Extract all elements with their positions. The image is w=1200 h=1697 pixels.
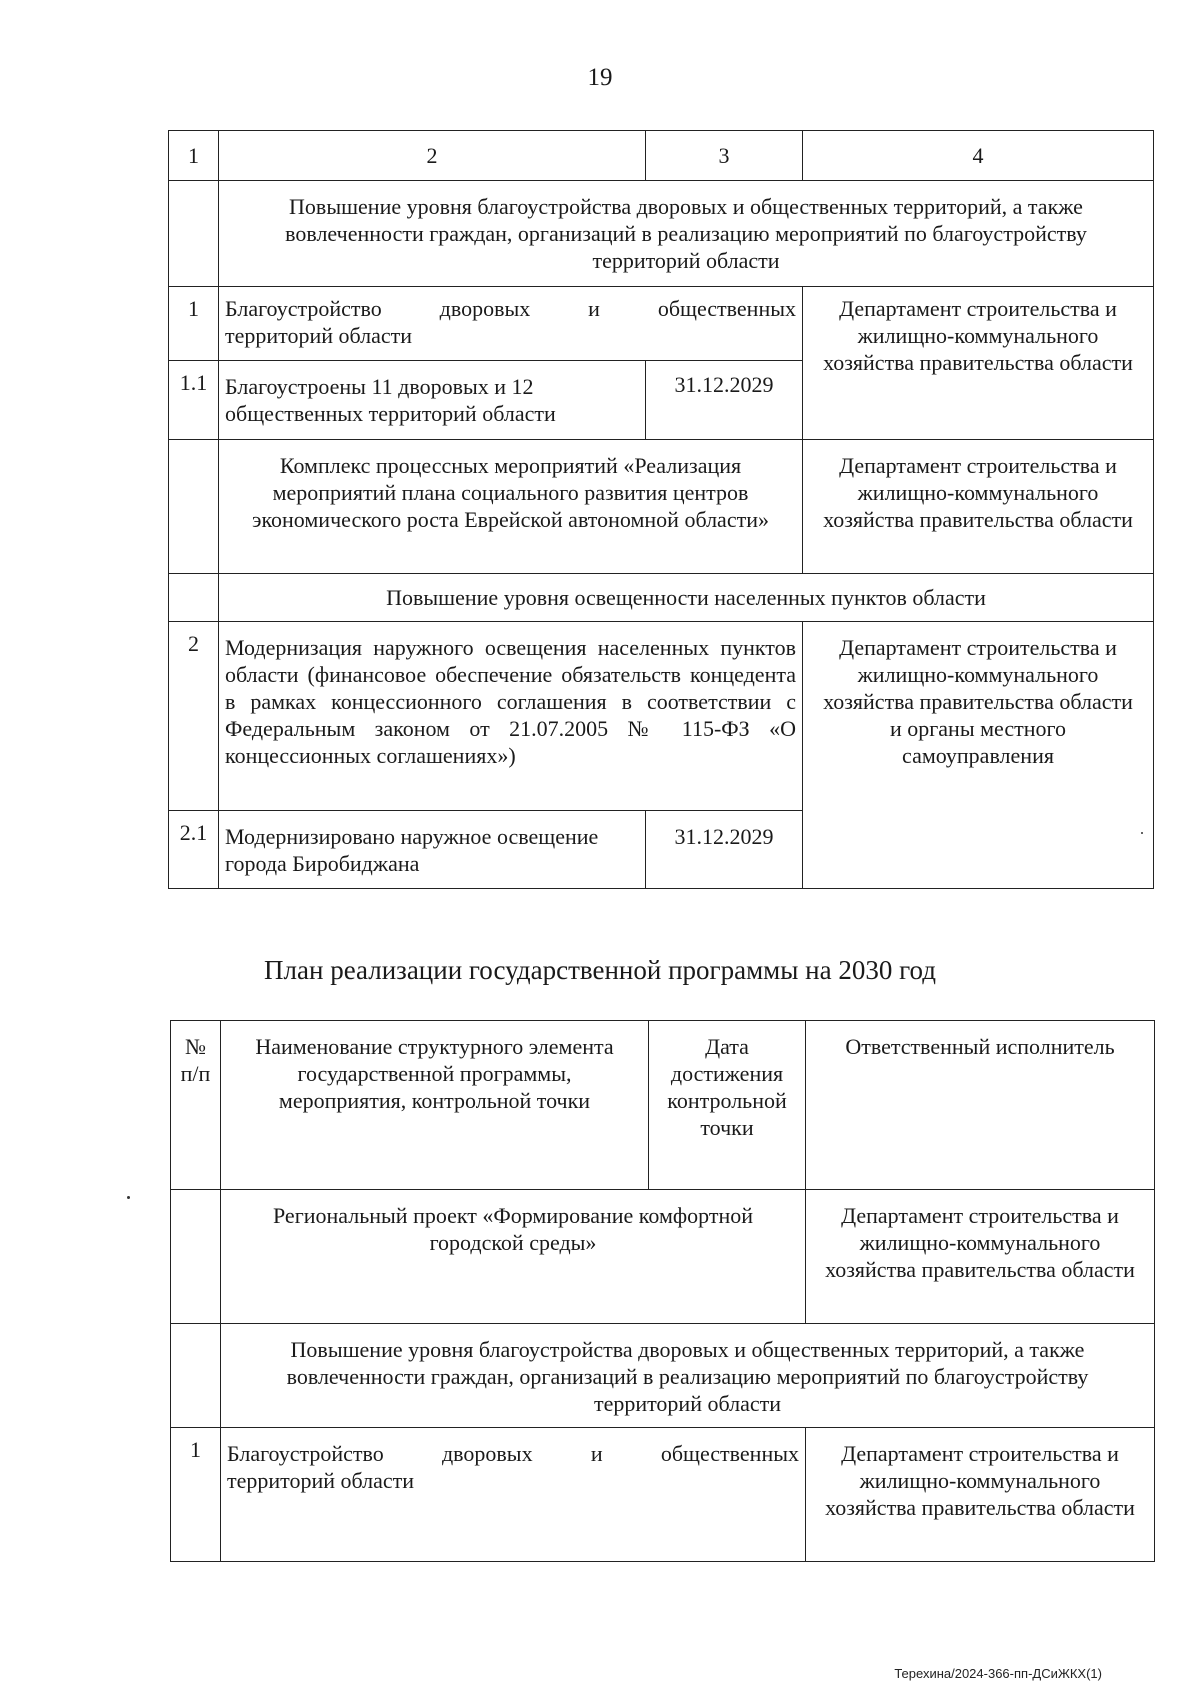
- header-cell: 3: [646, 131, 803, 181]
- row-number: 2.1: [169, 811, 219, 889]
- table-row: [169, 440, 1154, 574]
- table-row: [169, 287, 1154, 361]
- scan-speck: [1141, 832, 1143, 834]
- document-footer-code: Терехина/2024-366-пп-ДСиЖКХ(1): [894, 1666, 1102, 1681]
- row-number: 1: [169, 287, 219, 361]
- row-number: 1: [171, 1428, 221, 1562]
- row-text-line: Благоустройство дворовых и общественных: [225, 296, 796, 321]
- header-number: № п/п: [171, 1021, 221, 1190]
- table-row: [171, 1190, 1155, 1324]
- section-row: [169, 181, 1154, 287]
- row-number: 1.1: [169, 361, 219, 440]
- date-cell: 31.12.2029: [646, 361, 803, 440]
- header-name: Наименование структурного элемента государственной программы, мероприятия, контрольной точки: [221, 1021, 649, 1190]
- complex-text: Комплекс процессных мероприятий «Реализация мероприятий плана социального развития центров экономического роста Еврейской автономной области»: [219, 440, 803, 574]
- table-header-row: [171, 1021, 1155, 1190]
- empty-cell: [169, 574, 219, 622]
- empty-cell: [169, 181, 219, 287]
- row-text-line: Благоустройство дворовых и общественных: [227, 1441, 799, 1466]
- table-header-row: [169, 131, 1154, 181]
- row-number: 2: [169, 622, 219, 811]
- empty-cell: [171, 1324, 221, 1428]
- responsible-cell: Департамент строительства и жилищно-коммунального хозяйства правительства области и органы местного самоуправления: [803, 622, 1154, 889]
- header-responsible: Ответственный исполнитель: [806, 1021, 1155, 1190]
- plan-table-2030: [170, 1020, 1155, 1562]
- header-cell: 4: [803, 131, 1154, 181]
- page-number: 19: [587, 64, 613, 91]
- header-date: Дата достижения контрольной точки: [649, 1021, 806, 1190]
- row-text: Благоустроены 11 дворовых и 12 общественных территорий области: [219, 361, 646, 440]
- scan-speck: [127, 1196, 130, 1199]
- responsible-cell: Департамент строительства и жилищно-коммунального хозяйства правительства области: [806, 1428, 1155, 1562]
- plan-title: План реализации государственной программы на 2030 год: [264, 955, 936, 985]
- header-cell: 1: [169, 131, 219, 181]
- row-text-line: территорий области: [225, 323, 413, 348]
- row-text: [219, 287, 803, 361]
- regional-project-text: Региональный проект «Формирование комфортной городской среды»: [221, 1190, 806, 1324]
- section-heading: Повышение уровня освещенности населенных пунктов области: [219, 574, 1154, 622]
- section-row: [169, 574, 1154, 622]
- table-row: [169, 622, 1154, 811]
- row-text: Модернизировано наружное освещение города Биробиджана: [219, 811, 646, 889]
- header-cell: 2: [219, 131, 646, 181]
- row-text: [221, 1428, 806, 1562]
- section-row: [171, 1324, 1155, 1428]
- row-text: Модернизация наружного освещения населенных пунктов области (финансовое обеспечение обязательств концедента в рамках концессионного соглашения в соответствии с Федеральным законом от 21.07.2005 № 115-ФЗ «О концессионных соглашениях»): [219, 622, 803, 811]
- responsible-cell: Департамент строительства и жилищно-коммунального хозяйства правительства области: [806, 1190, 1155, 1324]
- table-row: [171, 1428, 1155, 1562]
- plan-table-2029: [168, 130, 1154, 889]
- empty-cell: [169, 440, 219, 574]
- date-cell: 31.12.2029: [646, 811, 803, 889]
- responsible-cell: Департамент строительства и жилищно-коммунального хозяйства правительства области: [803, 287, 1154, 440]
- section-heading: Повышение уровня благоустройства дворовых и общественных территорий, а также вовлеченности граждан, организаций в реализацию мероприятий по благоустройству территорий области: [221, 1324, 1155, 1428]
- row-text-line: территорий области: [227, 1468, 415, 1493]
- responsible-cell: Департамент строительства и жилищно-коммунального хозяйства правительства области: [803, 440, 1154, 574]
- empty-cell: [171, 1190, 221, 1324]
- section-heading: Повышение уровня благоустройства дворовых и общественных территорий, а также вовлеченности граждан, организаций в реализацию мероприятий по благоустройству территорий области: [219, 181, 1154, 287]
